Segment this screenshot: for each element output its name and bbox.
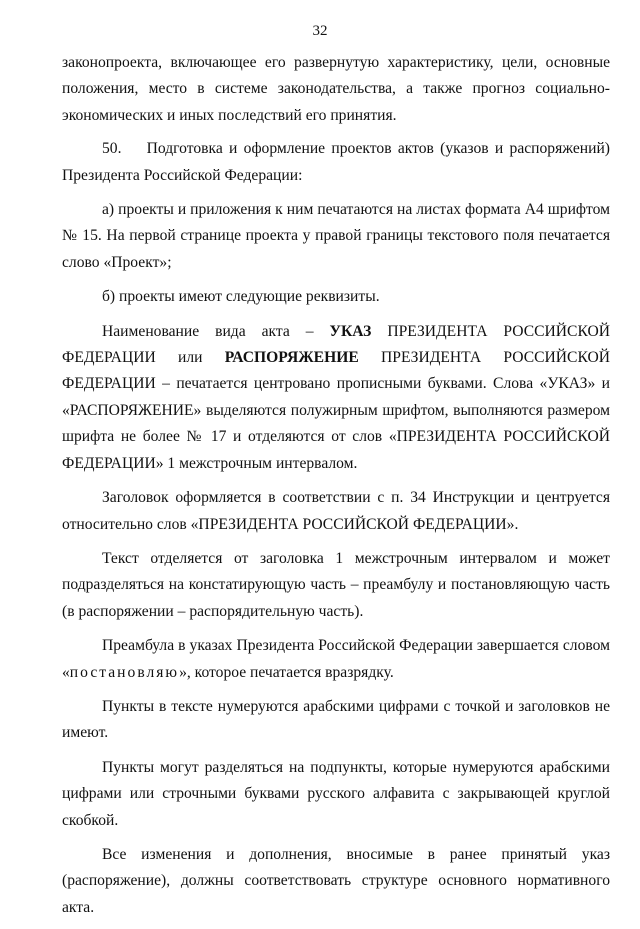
paragraph-text-separation: Текст отделяется от заголовка 1 межстрочным интервалом и может подразделяться на констатирующую часть – преамбулу и постановляющую часть (в распоряжении – распорядительную часть). (62, 549, 610, 620)
paragraph-50-text: Подготовка и оформление проектов актов (указов и распоряжений) Президента Российской Федерации: (62, 140, 610, 184)
subparagraph-b: б) проекты имеют следующие реквизиты. (102, 288, 380, 306)
page-number: 32 (312, 23, 328, 39)
act-name-text-2: ПРЕЗИДЕНТА РОССИЙСКОЙ ФЕДЕРАЦИИ или (62, 322, 610, 367)
subparagraph-a: а) проекты и приложения к ним печатаются на листах формата А4 шрифтом № 15. На первой странице проекта у правой границы текстового поля печатается слово «Проект»; (62, 201, 610, 271)
act-name-text-3: ПРЕЗИДЕНТА РОССИЙСКОЙ ФЕДЕРАЦИИ – печатается центровано прописными буквами. Слова «УКАЗ» и «РАСПОРЯЖЕНИЕ» выделяются полужирным шрифтом, выполняются размером шрифта не более № 17 и отделяются от слов «ПРЕЗИДЕНТА РОССИЙСКОЙ ФЕДЕРАЦИИ» 1 межстрочным интервалом. (62, 349, 610, 472)
paragraph-continuation: законопроекта, включающее его развернутую характеристику, цели, основные положения, место в системе законодательства, а также прогноз социально-экономических и иных последствий его принятия. (62, 54, 610, 124)
paragraph-amendments: Все изменения и дополнения, вносимые в ранее принятый указ (распоряжение), должны соответствовать структуре основного нормативного акта. (62, 845, 610, 916)
postanovlyayu-spaced-word: постановляю (69, 663, 180, 681)
paragraph-preamble (62, 633, 610, 686)
paragraph-act-name (62, 319, 610, 477)
act-name-text-1: Наименование вида акта – (102, 322, 330, 340)
paragraph-50 (62, 136, 610, 189)
paragraph-item-numbering: Пункты в тексте нумеруются арабскими цифрами с точкой и заголовков не имеют. (62, 697, 610, 742)
item-number: 50. (102, 140, 122, 158)
preamble-text-2: », которое печатается вразрядку. (179, 663, 394, 681)
preamble-text-1: Преамбула в указах Президента Российской Федерации завершается словом « (62, 637, 610, 681)
document-body (62, 50, 610, 929)
rasporyazhenie-bold-word: РАСПОРЯЖЕНИЕ (224, 349, 359, 367)
paragraph-subitems: Пункты могут разделяться на подпункты, которые нумеруются арабскими цифрами или строчными буквами русского алфавита с закрывающей круглой скобкой. (62, 758, 610, 829)
paragraph-heading: Заголовок оформляется в соответствии с п. 34 Инструкции и центруется относительно слов «ПРЕЗИДЕНТА РОССИЙСКОЙ ФЕДЕРАЦИИ». (62, 489, 610, 533)
ukaz-bold-word: УКАЗ (329, 322, 372, 340)
